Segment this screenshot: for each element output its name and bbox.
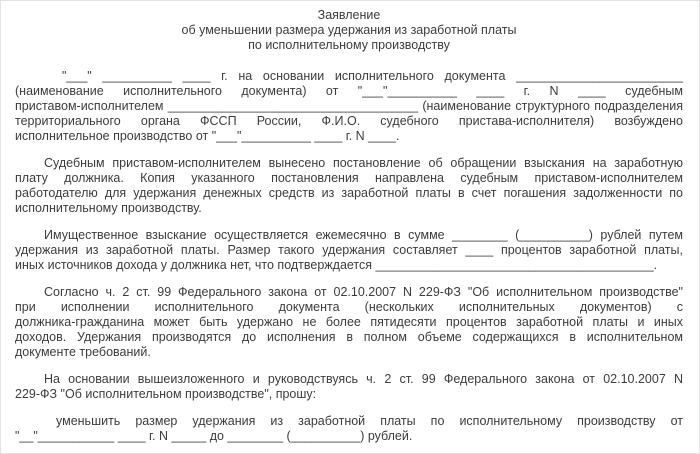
doc-line: плату должника. Копия указанного постановления направлена судебным приставом-исполнителем bbox=[15, 171, 683, 185]
paragraph-law-reference bbox=[15, 285, 683, 360]
document-title bbox=[15, 8, 683, 53]
doc-line: территориального органа ФССП России, Ф.И.О. судебного пристава-исполнителя) возбуждено bbox=[15, 114, 683, 128]
doc-line: "__"___________ ____ г. N _____ до ________ (__________) рублей. bbox=[15, 429, 413, 443]
doc-line: Имущественное взыскание осуществляется ежемесячно в сумме ________ (__________) рублей путем bbox=[44, 228, 683, 242]
doc-line: Судебным приставом-исполнителем вынесено постановление об обращении взыскания на заработную bbox=[44, 156, 683, 170]
paragraph-bailiff-resolution bbox=[15, 156, 683, 216]
doc-line: приставом-исполнителем ____________________________________ (наименование структурного подразделения bbox=[15, 99, 683, 113]
doc-line: исполнительное производство от "___"__________ ____ г. N ____. bbox=[15, 129, 400, 143]
doc-line: иных источников дохода у должника нет, что подтверждается ________________________________________. bbox=[15, 258, 658, 272]
doc-line: Согласно ч. 2 ст. 99 Федерального закона от 02.10.2007 N 229-ФЗ "Об исполнительном производстве" bbox=[44, 285, 683, 299]
doc-line: "___" __________ ____ г. на основании исполнительного документа ________________________ bbox=[62, 69, 683, 83]
doc-line: работодателю для удержания денежных средств из заработной платы в счет погашения задолженности по bbox=[15, 186, 683, 200]
doc-line: (наименование исполнительного документа) от "___"__________ ____ г. N ____ судебным bbox=[15, 84, 683, 98]
doc-line: уменьшить размер удержания из заработной платы по исполнительному производству от bbox=[56, 414, 683, 428]
paragraph-current-withholding bbox=[15, 228, 683, 273]
doc-line: удержания из заработной платы. Размер такого удержания составляет ____ процентов заработной платы, bbox=[15, 243, 683, 257]
doc-line: 229-ФЗ "Об исполнительном производстве", прошу: bbox=[15, 387, 317, 401]
document-title-line-1: Заявление bbox=[317, 8, 381, 22]
doc-line: документе требований. bbox=[15, 345, 151, 359]
doc-line: На основании вышеизложенного и руководствуясь ч. 2 ст. 99 Федерального закона от 02.10.2007 N bbox=[44, 372, 683, 386]
document-title-line-3: по исполнительному производству bbox=[248, 38, 450, 52]
doc-line: должника-гражданина может быть удержано не более пятидесяти процентов заработной платы и иных bbox=[15, 315, 683, 329]
doc-line: исполнительному производству. bbox=[15, 201, 202, 215]
doc-line: доходов. Удержания производятся до исполнения в полном объеме содержащихся в исполнительном bbox=[15, 330, 683, 344]
paragraph-intro-enforcement-document bbox=[15, 69, 683, 144]
paragraph-request-preamble bbox=[15, 372, 683, 402]
doc-line: при исполнении исполнительного документа (нескольких исполнительных документов) с bbox=[15, 300, 683, 314]
paragraph-request bbox=[15, 414, 683, 444]
document-title-line-2: об уменьшении размера удержания из заработной платы bbox=[181, 23, 517, 37]
